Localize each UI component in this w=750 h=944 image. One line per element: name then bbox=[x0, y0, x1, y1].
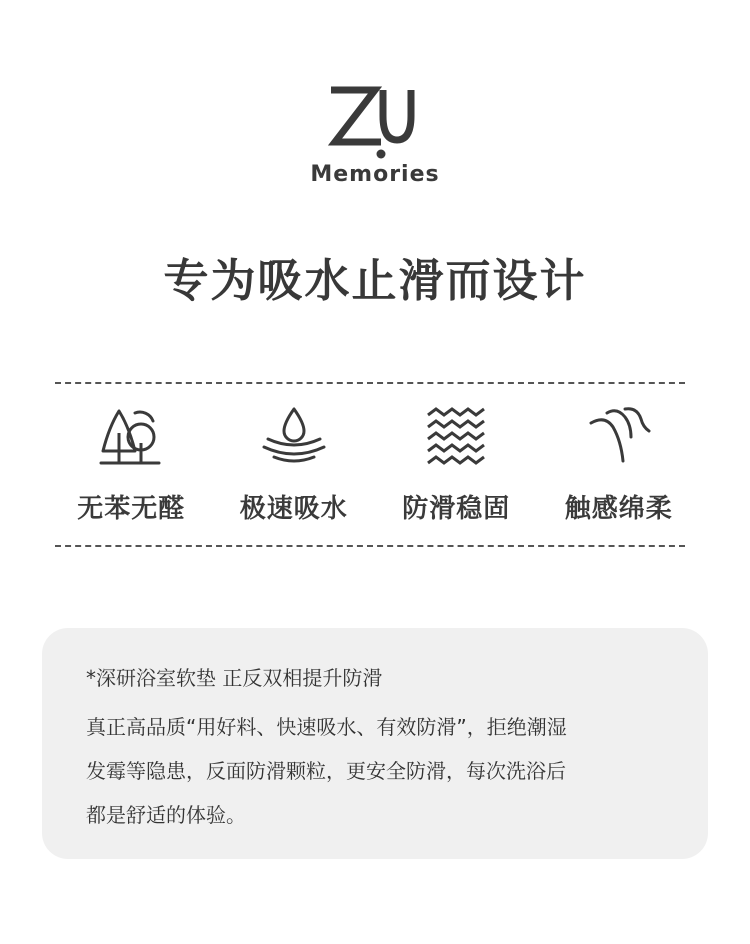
zigzag-texture-icon bbox=[424, 403, 488, 467]
brand-name: Memories bbox=[310, 162, 440, 187]
card-line: 都是舒适的体验。 bbox=[86, 803, 246, 827]
card-line: 真正高品质“用好料、快速吸水、有效防滑”，拒绝潮湿 bbox=[86, 715, 567, 739]
feature-item-absorb bbox=[213, 400, 376, 535]
dashed-divider-top bbox=[55, 382, 685, 384]
feature-label: 无苯无醛 bbox=[77, 494, 186, 524]
feature-list bbox=[50, 400, 700, 535]
wave-lines-icon bbox=[587, 403, 651, 467]
brand-logo bbox=[0, 82, 750, 162]
feature-item-soft bbox=[538, 400, 701, 535]
feature-label: 极速吸水 bbox=[239, 494, 348, 524]
feature-label: 触感绵柔 bbox=[564, 494, 673, 524]
zu-logo-icon bbox=[325, 82, 425, 162]
trees-icon bbox=[99, 403, 163, 467]
card-title: *深研浴室软垫 正反双相提升防滑 bbox=[86, 666, 383, 690]
card-line: 发霉等隐患，反面防滑颗粒，更安全防滑，每次洗浴后 bbox=[86, 759, 566, 783]
feature-label: 防滑稳固 bbox=[402, 494, 511, 524]
description-card bbox=[42, 628, 708, 859]
card-body bbox=[86, 705, 676, 837]
feature-item-eco bbox=[50, 400, 213, 535]
feature-item-antislip bbox=[375, 400, 538, 535]
dashed-divider-bottom bbox=[55, 545, 685, 547]
water-drop-icon bbox=[260, 403, 328, 467]
page-title: 专为吸水止滑而设计 bbox=[163, 254, 587, 307]
